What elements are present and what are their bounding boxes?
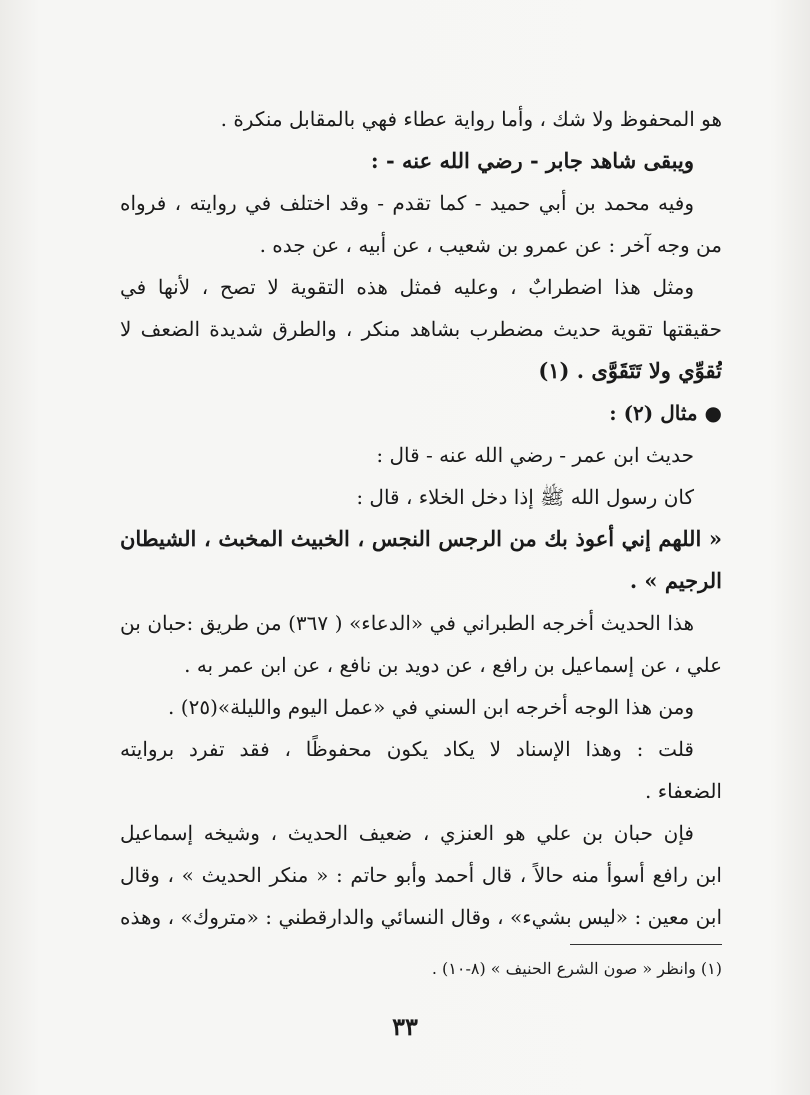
text-line: حقيقتها تقوية حديث مضطرب بشاهد منكر ، والطرق شديدة الضعف لا — [120, 317, 722, 341]
text-line: ومن هذا الوجه أخرجه ابن السني في «عمل اليوم والليلة»(٢٥) . — [168, 695, 694, 719]
section-heading: ● مثال (٢) : — [609, 401, 722, 425]
text-line: من وجه آخر : عن عمرو بن شعيب ، عن أبيه ، عن جده . — [259, 233, 722, 257]
text-line: وفيه محمد بن أبي حميد - كما تقدم - وقد اختلف في روايته ، فرواه — [120, 191, 694, 215]
text-line: ومثل هذا اضطرابٌ ، وعليه فمثل هذه التقوية لا تصح ، لأنها في — [120, 275, 694, 299]
text-line: الضعفاء . — [645, 779, 722, 803]
text-line: هو المحفوظ ولا شك ، وأما رواية عطاء فهي بالمقابل منكرة . — [220, 107, 722, 131]
body-text — [120, 98, 722, 938]
footnote: (١) وانظر « صون الشرع الحنيف » (٨-١٠) . — [431, 959, 722, 978]
text-line: الرجيم » . — [629, 568, 722, 593]
text-line: قلت : وهذا الإسناد لا يكاد يكون محفوظًا ، فقد تفرد بروايته — [120, 737, 694, 761]
text-line: تُقوِّي ولا تَتَقَوَّى . (١) — [538, 358, 722, 383]
text-line: كان رسول الله ﷺ إذا دخل الخلاء ، قال : — [356, 485, 694, 509]
text-line: ويبقى شاهد جابر - رضي الله عنه - : — [370, 148, 694, 173]
text-line: حديث ابن عمر - رضي الله عنه - قال : — [376, 443, 694, 467]
text-line: « اللهم إني أعوذ بك من الرجس النجس ، الخبيث المخبث ، الشيطان — [120, 526, 722, 551]
text-line: ابن رافع أسوأ منه حالاً ، قال أحمد وأبو حاتم : « منكر الحديث » ، وقال — [120, 863, 722, 887]
text-line: هذا الحديث أخرجه الطبراني في «الدعاء» ( ٣٦٧) من طريق :حبان بن — [120, 611, 694, 635]
footnote-divider — [570, 944, 722, 945]
page-number: ٣٣ — [392, 1012, 418, 1041]
text-line: فإن حبان بن علي هو العنزي ، ضعيف الحديث ، وشيخه إسماعيل — [120, 821, 694, 845]
text-line: ابن معين : «ليس بشيء» ، وقال النسائي والدارقطني : «متروك» ، وهذه — [120, 905, 722, 929]
text-line: علي ، عن إسماعيل بن رافع ، عن دويد بن نافع ، عن ابن عمر به . — [184, 653, 722, 677]
